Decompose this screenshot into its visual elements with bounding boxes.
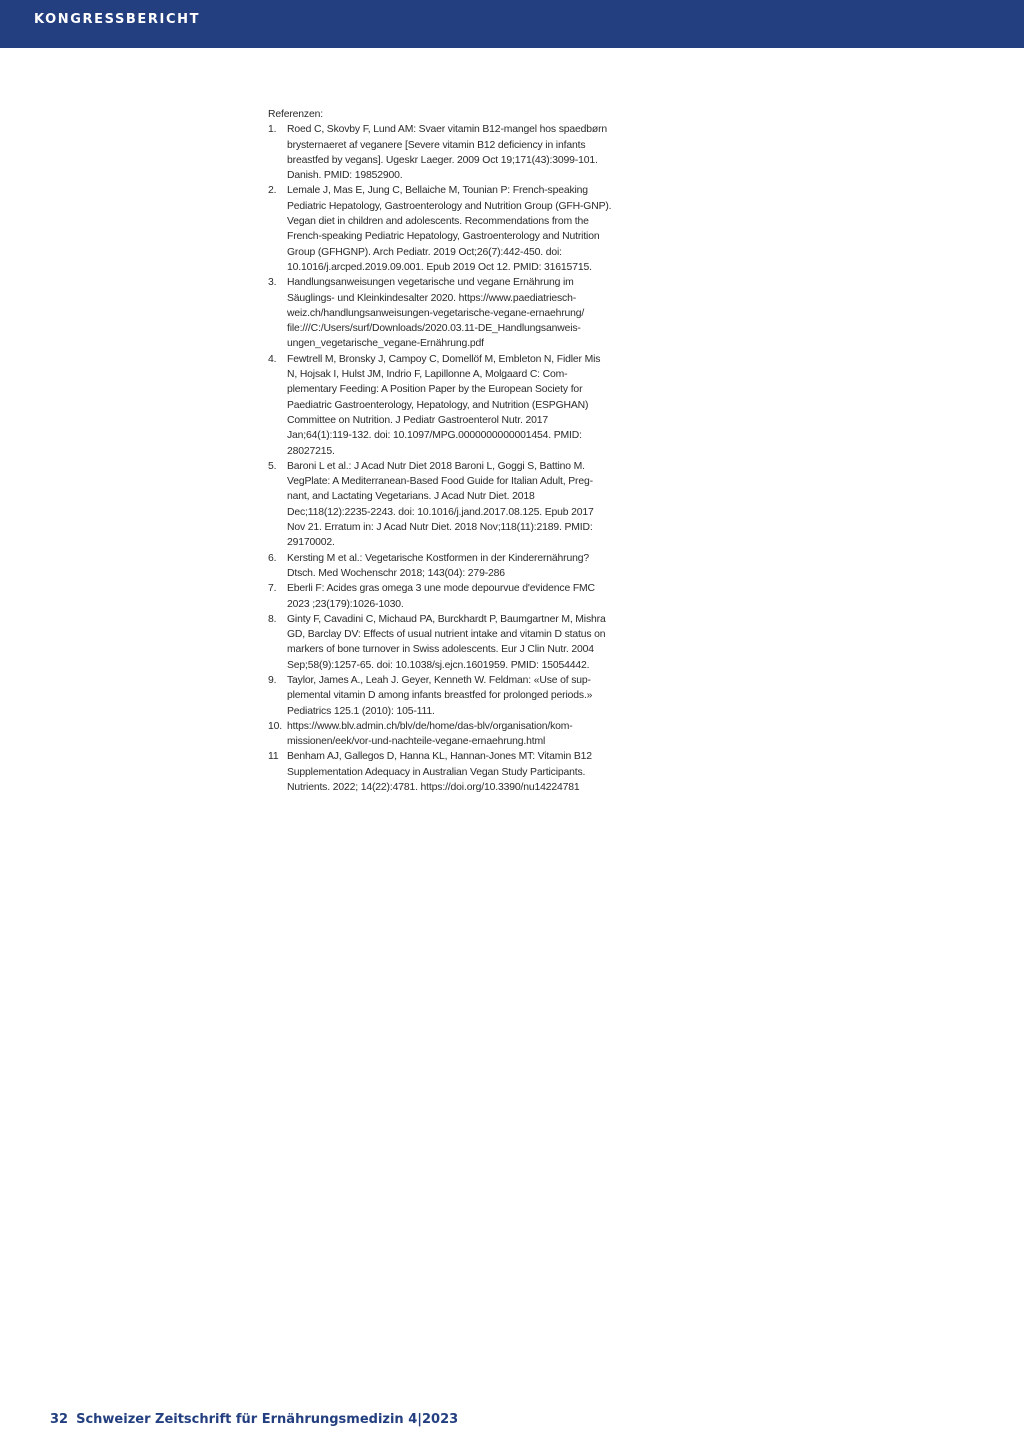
reference-text: Baroni L et al.: J Acad Nutr Diet 2018 Baroni L, Goggi S, Battino M. VegPlate: A Mediterranean-Based Food Guide for Italian Adult, Preg-nant, and Lactating Vegetarians. J Acad Nutr Diet. 2018 Dec;118(12):2235-2243. doi: 10.1016/j.jand.2017.08.125. Epub 2017 Nov 21. Erratum in: J Acad Nutr Diet. 2018 Nov;118(11):2189. PMID: 29170002. bbox=[287, 460, 594, 549]
reference-number: 9. bbox=[268, 674, 277, 686]
reference-text: Lemale J, Mas E, Jung C, Bellaiche M, Tounian P: French-speaking Pediatric Hepatology, Gastroenterology and Nutrition Group (GFH-GNP). Vegan diet in children and adolescents. Recommendations from the French-speaking Pediatric Hepatology, Gastroenterology and Nutrition Group (GFHGNP). Arch Pediatr. 2019 Oct;26(7):442-450. doi: 10.1016/j.arcped.2019.09.001. Epub 2019 Oct 12. PMID: 31615715. bbox=[287, 185, 612, 273]
reference-number: 10. bbox=[268, 720, 282, 732]
journal-title: Schweizer Zeitschrift für Ernährungsmedizin 4|2023 bbox=[76, 1412, 459, 1427]
references-heading: Referenzen: bbox=[268, 109, 323, 120]
page-number: 32 bbox=[50, 1412, 69, 1427]
reference-number: 6. bbox=[268, 552, 277, 564]
reference-text: Benham AJ, Gallegos D, Hanna KL, Hannan-Jones MT: Vitamin B12 Supplementation Adequacy in Australian Vegan Study Participants. Nutrients. 2022; 14(22):4781. https://doi.org/10.3390/nu14224781 bbox=[287, 751, 592, 794]
reference-number: 7. bbox=[268, 583, 277, 595]
reference-item bbox=[268, 352, 613, 459]
reference-number: 5. bbox=[268, 460, 277, 472]
reference-item bbox=[268, 673, 613, 719]
reference-item bbox=[268, 459, 613, 551]
reference-item bbox=[268, 183, 613, 275]
references-list bbox=[268, 122, 613, 795]
reference-item bbox=[268, 122, 613, 183]
reference-item bbox=[268, 551, 613, 582]
reference-text: Roed C, Skovby F, Lund AM: Svaer vitamin B12-mangel hos spaedbørn brysternaeret af veganere [Severe vitamin B12 deficiency in infants breastfed by vegans]. Ugeskr Laeger. 2009 Oct 19;171(43):3099-101. Danish. PMID: 19852900. bbox=[287, 124, 608, 182]
references-section bbox=[268, 107, 613, 795]
reference-text: https://www.blv.admin.ch/blv/de/home/das-blv/organisation/kom-missionen/eek/vor-und-nachteile-vegane-ernaehrung.html bbox=[287, 720, 573, 748]
reference-number: 1. bbox=[268, 124, 277, 136]
reference-number: 3. bbox=[268, 277, 277, 289]
reference-text: Handlungsanweisungen vegetarische und vegane Ernährung im Säuglings- und Kleinkindesalter 2020. https://www.paediatriesch-weiz.ch/handlungsanweisungen-vegetarische-vegane-ernaehrung/ file:///C:/Users/surf/Downloads/2020.03.11-DE_Handlungsanweis-ungen_vegetarische_vegane-Ernährung.pdf bbox=[287, 277, 585, 350]
reference-item bbox=[268, 612, 613, 673]
reference-text: Kersting M et al.: Vegetarische Kostformen in der Kinderernährung? Dtsch. Med Wochenschr 2018; 143(04): 279-286 bbox=[287, 552, 589, 579]
reference-text: Fewtrell M, Bronsky J, Campoy C, Domellöf M, Embleton N, Fidler Mis N, Hojsak I, Hulst JM, Indrio F, Lapillonne A, Molgaard C: Com-plementary Feeding: A Position Paper by the European Society for Paediatric Gastroenterology, Hepatology, and Nutrition (ESPGHAN) Committee on Nutrition. J Pediatr Gastroenterol Nutr. 2017 Jan;64(1):119-132. doi: 10.1097/MPG.0000000000001454. PMID: 28027215. bbox=[287, 353, 601, 457]
reference-item bbox=[268, 719, 613, 750]
reference-item bbox=[268, 275, 613, 351]
reference-text: Taylor, James A., Leah J. Geyer, Kenneth W. Feldman: «Use of sup-plemental vitamin D among infants breastfed for prolonged periods.» Pediatrics 125.1 (2010): 105-111. bbox=[287, 674, 593, 717]
header-bar bbox=[0, 0, 1024, 48]
reference-item bbox=[268, 581, 613, 612]
reference-number: 8. bbox=[268, 613, 277, 625]
section-title: KONGRESSBERICHT bbox=[34, 12, 201, 27]
reference-item bbox=[268, 749, 613, 795]
reference-number: 4. bbox=[268, 353, 277, 365]
page-footer bbox=[50, 1411, 458, 1429]
reference-text: Eberli F: Acides gras omega 3 une mode depourvue d'evidence FMC 2023 ;23(179):1026-1030. bbox=[287, 583, 595, 610]
reference-text: Ginty F, Cavadini C, Michaud PA, Burckhardt P, Baumgartner M, Mishra GD, Barclay DV: Effects of usual nutrient intake and vitamin D status on markers of bone turnover in Swiss adolescents. Eur J Clin Nutr. 2004 Sep;58(9):1257-65. doi: 10.1038/sj.ejcn.1601959. PMID: 15054442. bbox=[287, 613, 606, 671]
reference-number: 11 bbox=[268, 751, 279, 763]
reference-number: 2. bbox=[268, 185, 277, 197]
